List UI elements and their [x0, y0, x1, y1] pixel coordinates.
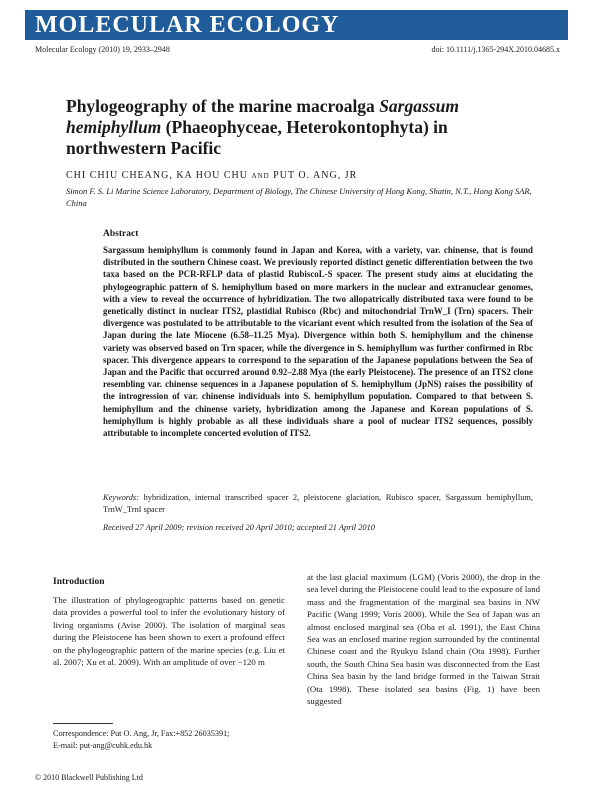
- journal-citation: Molecular Ecology (2010) 19, 2933–2948: [35, 45, 170, 54]
- intro-column-left: The illustration of phylogeographic patterns based on genetic data provides a powerful tool to infer the evolutionary history of living organisms (Avise 2000). The isolation of marginal seas during the Pleistocene has been shown to exert a profound effect on the phylogeographic pattern of the marine species (e.g. Liu et al. 2007; Xu et al. 2009). With an amplitude of over −120 m: [53, 595, 285, 668]
- abstract-text: Sargassum hemiphyllum is commonly found in Japan and Korea, with a variety, var. chinense, that is found distributed in the southern Chinese coast. We previously reported distinct genetic differentiation between the two taxa based on the PCR-RFLP data of plastid RubiscoL-S spacer. The present study aims at elucidating the phylogeographic pattern of S. hemiphyllum based on more markers in the nuclear and extranuclear genomes, with a view to reveal the occurrence of hybridization. The two allopatrically distributed taxa were found to be genetically distinct in nuclear ITS2, plastidial Rubisco (Rbc) and mitochondrial TrnW_I (Trn) spacers. Their divergence was postulated to be attributable to the vicariant event which resulted from the isolation of the Sea of Japan during the late Miocene (6.58–11.25 Mya). Divergence within both S. hemiphyllum and the chinense variety was observed based on Trn spacer, while the divergence in S. hemiphyllum was further confirmed in Rbc spacer. This divergence appears to correspond to the separation of the Japanese populations between the Sea of Japan and the Pacific that occurred around 0.92–2.88 Mya (the early Pleistocene). The presence of an ITS2 clone resembling var. chinense sequences in a Japanese population of S. hemiphyllum (JpNS) raises the possibility of the introgression of var. chinense individuals into S. hemiphyllum population. Compared to that between S. hemiphyllum and the chinense variety, hybridization among the Japanese and Korean populations of S. hemiphyllum is highly probable as all these individuals share a pool of nuclear ITS2 sequences, possibly attributable to incomplete concerted evolution of ITS2.: [103, 245, 533, 439]
- keywords-label: Keywords:: [103, 493, 139, 502]
- email-line[interactable]: E-mail: put-ang@cuhk.edu.hk: [53, 740, 153, 750]
- authors: CHI CHIU CHEANG, KA HOU CHU and PUT O. ANG, JR: [66, 170, 358, 181]
- article-title: [66, 96, 536, 159]
- intro-column-right: at the last glacial maximum (LGM) (Voris 2000), the drop in the sea level during the Pleistocene could lead to the exposure of land mass and the fragmentation of the marginal sea basins in NW Pacific (Wang 1999; Voris 2000). While the Sea of Japan was an almost enclosed marginal sea (Oba et al. 1991), the East China Sea was an enclosed marine region surrounded by the continental Chinese coast and the Ryukyu Island chain (Ota 1998). Further south, the South China Sea basin was disconnected from the East China Sea basin by the land bridge formed in the Taiwan Strait (Ota 1998). These isolated sea basins (Fig. 1) have been suggested: [307, 572, 540, 707]
- correspondence-line: Correspondence: Put O. Ang, Jr, Fax:+852 26035391;: [53, 729, 230, 738]
- keywords: [103, 492, 533, 516]
- received-dates: Received 27 April 2009; revision received 20 April 2010; accepted 21 April 2010: [103, 523, 375, 532]
- intro-heading: Introduction: [53, 577, 105, 587]
- footnote-rule: [53, 723, 113, 724]
- journal-masthead: MOLECULAR ECOLOGY: [25, 10, 568, 40]
- title-species: Sargassum hemiphyllum: [66, 96, 459, 137]
- abstract-heading: Abstract: [103, 229, 139, 239]
- affiliation: Simon F. S. Li Marine Science Laboratory, Department of Biology, The Chinese University of Hong Kong, Shatin, N.T., Hong Kong SAR, China: [66, 186, 532, 208]
- correspondence: [53, 728, 293, 751]
- doi[interactable]: doi: 10.1111/j.1365-294X.2010.04685.x: [431, 45, 560, 54]
- keywords-text: hybridization, internal transcribed spacer 2, pleistocene glaciation, Rubisco spacer, Sargassum hemiphyllum, TrnW_TrnI spacer: [103, 493, 533, 514]
- title-part-2: (Phaeophyceae, Heterokontophyta) in northwestern Pacific: [66, 117, 448, 158]
- copyright: © 2010 Blackwell Publishing Ltd: [35, 773, 143, 782]
- title-part-1: Phylogeography of the marine macroalga: [66, 96, 380, 116]
